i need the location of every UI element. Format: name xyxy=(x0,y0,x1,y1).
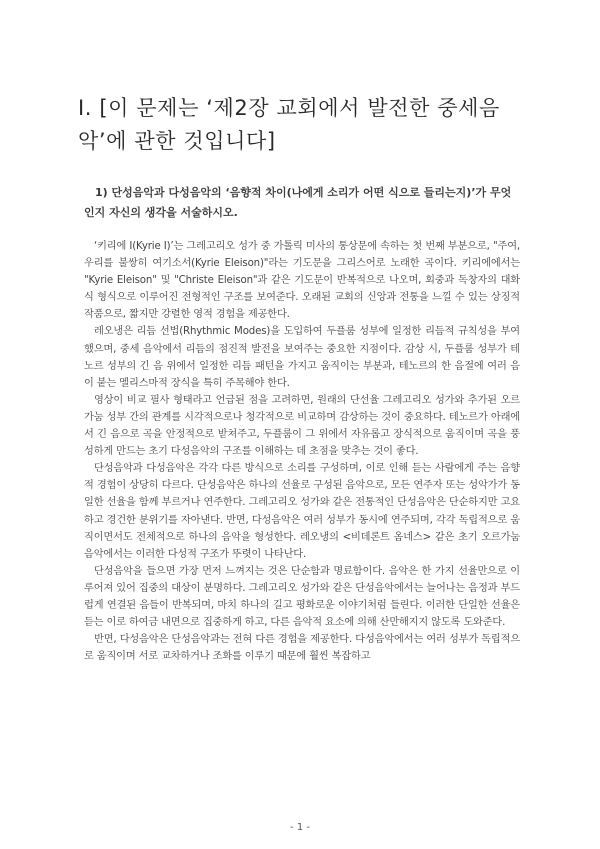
paragraph: 영상이 비교 필사 형태라고 언급된 점을 고려하면, 원래의 단선율 그레고리오 성가와 추가된 오르가눔 성부 간의 관계를 시각적으로나 청각적으로 비교하며 감상하는 것이 중요하다. 테노르가 아래에서 긴 음으로 곡을 안정적으로 받쳐주고, 두플룸이 그 위에서 자유롭고 장식적으로 움직이며 곡을 풍성하게 만드는 초기 다성음악의 구조를 이해하는 데 초점을 맞추는 것이 좋다. xyxy=(84,394,520,458)
paragraph: 반면, 다성음악은 단성음악과는 전혀 다른 경험을 제공한다. 다성음악에서는 여러 성부가 독립적으로 움직이며 서로 교차하거나 조화를 이루기 때문에 훨씬 복잡하고 xyxy=(84,634,520,663)
question-body: 1) 단성음악과 다성음악의 ‘음향적 차이(나에게 소리가 어떤 식으로 들리는지)’가 무엇인지 자신의 생각을 서술하시오. xyxy=(84,186,512,219)
section-title: I. [이 문제는 ‘제2장 교회에서 발전한 중세음악’에 관한 것입니다] xyxy=(78,96,500,153)
answer-body xyxy=(84,238,520,665)
question-text xyxy=(84,183,520,223)
page-number: - 1 - xyxy=(290,822,310,833)
paragraph: 레오냉은 리듬 선법(Rhythmic Modes)을 도입하여 두플룸 성부에 일정한 리듬적 규칙성을 부여했으며, 중세 음악에서 리듬의 점진적 발전을 보여주는 중요한 지점이다. 감상 시, 두플룸 성부가 테노르 성부의 긴 음 위에서 일정한 리듬 패턴을 가지고 움직이는 부분과, 테노르의 한 음절에 여러 음이 붙는 멜리스마적 장식을 특히 주목해야 한다. xyxy=(84,326,520,389)
paragraph: ‘키리에 I(Kyrie I)’는 그레고리오 성가 중 가톨릭 미사의 통상문에 속하는 첫 번째 부분으로, "주여, 우리를 불쌍히 여기소서(Kyrie Eleison)"라는 기도문을 그리스어로 노래한 곡이다. 키리에에서는 "Kyrie Eleison" 및 "Christe Eleison"과 같은 기도문이 반복적으로 나오며, 회중과 독창자의 대화식 형식으로 이루어진 전형적인 구조를 보여준다. 오래된 교회의 신앙과 전통을 느낄 수 있는 상징적 작품으로, 짧지만 강렬한 영적 경험을 제공한다. xyxy=(84,241,520,321)
paragraph: 단성음악을 들으면 가장 먼저 느껴지는 것은 단순함과 명료함이다. 음악은 한 가지 선율만으로 이루어져 있어 집중의 대상이 분명하다. 그레고리오 성가와 같은 단성음악에서는 늘어나는 음정과 부드럽게 연결된 음들이 반복되며, 마치 하나의 길고 평화로운 이야기처럼 들린다. 이러한 단일한 선율은 듣는 이로 하여금 내면으로 집중하게 하고, 다른 음악적 요소에 의해 산만해지지 않도록 도와준다. xyxy=(84,565,520,629)
paragraph: 단성음악과 다성음악은 각각 다른 방식으로 소리를 구성하며, 이로 인해 듣는 사람에게 주는 음향적 경험이 상당히 다르다. 단성음악은 하나의 선율로 구성된 음악으로, 모든 연주자 또는 성악가가 동일한 선율을 함께 부르거나 연주한다. 그레고리오 성가와 같은 전통적인 단성음악은 단순하지만 고요하고 경건한 분위기를 자아낸다. 반면, 다성음악은 여러 성부가 동시에 연주되며, 각각 독립적으로 움직이면서도 전체적으로 하나의 음악을 형성한다. 레오냉의 <비데론트 옴네스> 같은 초기 오르가눔 음악에서는 이러한 다성적 구조가 뚜렷이 나타난다. xyxy=(84,463,520,560)
